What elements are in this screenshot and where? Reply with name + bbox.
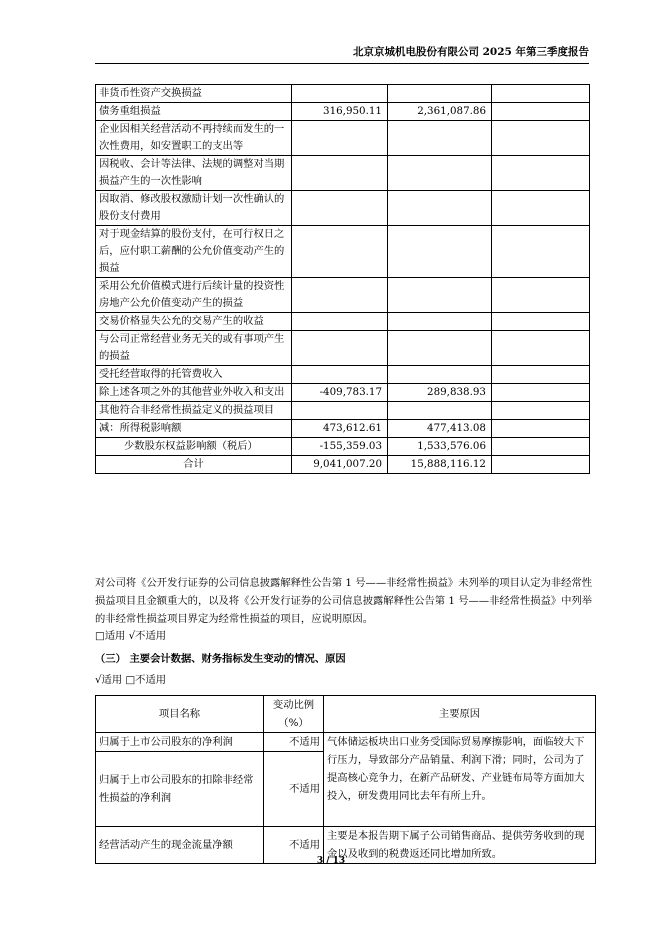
cell-current [292,85,388,103]
cell-note [492,420,590,438]
row-label: 企业因相关经营活动不再持续而发生的一次性费用，如安置职工的支出等 [96,121,292,156]
table-row [96,103,590,121]
cell-note [492,278,590,313]
row-label: 减：所得税影响额 [96,420,292,438]
cell-current: 316,950.11 [292,103,388,121]
cell-ytd [388,313,492,331]
cell-ytd [388,366,492,384]
cell-ytd [388,226,492,278]
indicator-change-table [95,695,596,864]
cell-ytd [388,331,492,366]
row-label: 因取消、修改股权激励计划一次性确认的股份支付费用 [96,191,292,226]
row-label: 少数股东权益影响额（税后） [96,438,292,456]
table-row [96,156,590,191]
total-current: 9,041,007.20 [292,456,388,474]
cell-current [292,366,388,384]
cell-current [292,226,388,278]
cell-note [492,313,590,331]
applicable-checkbox-line: □适用 √不适用 [95,630,167,642]
table-row [96,420,590,438]
table-row [96,402,590,420]
cell-ytd: 289,838.93 [388,384,492,402]
row-item-name: 经营活动产生的现金流量净额 [96,827,264,864]
cell-current: 473,612.61 [292,420,388,438]
cell-ytd: 2,361,087.86 [388,103,492,121]
cell-ytd [388,121,492,156]
cell-ytd [388,278,492,313]
header-change-ratio: 变动比例（%） [264,696,324,733]
row-label: 受托经营取得的托管费收入 [96,366,292,384]
cell-note [492,384,590,402]
cell-ytd [388,191,492,226]
cell-current [292,331,388,366]
row-label: 对于现金结算的股份支付，在可行权日之后，应付职工薪酬的公允价值变动产生的损益 [96,226,292,278]
header-item-name: 项目名称 [96,696,264,733]
cell-note [492,85,590,103]
cell-current [292,121,388,156]
section-heading: （三） 主要会计数据、财务指标发生变动的情况、原因 [95,653,346,665]
cell-current [292,278,388,313]
row-main-reason: 气体储运板块出口业务受国际贸易摩擦影响，面临较大下行压力，导致部分产品销量、利润下滑；同时，公司为了提高核心竞争力，在新产品研发、产业链布局等方面加大投入，研发费用同比去年有所上升。 [324,733,596,827]
cell-note [492,226,590,278]
cell-current: -155,359.03 [292,438,388,456]
cell-ytd [388,402,492,420]
table-row [96,191,590,226]
cell-ytd: 477,413.08 [388,420,492,438]
applicable-checkbox-line: √适用 □不适用 [95,674,167,686]
row-item-name: 归属于上市公司股东的净利润 [96,733,264,752]
table-row [96,438,590,456]
cell-ytd [388,85,492,103]
table-row [96,85,590,103]
row-change-ratio: 不适用 [264,827,324,864]
cell-ytd: 1,533,576.06 [388,438,492,456]
table-row [96,384,590,402]
non-recurring-gains-table [95,84,590,474]
cell-note [492,438,590,456]
row-label: 除上述各项之外的其他营业外收入和支出 [96,384,292,402]
cell-note [492,331,590,366]
cell-note [492,456,590,474]
cell-note [492,156,590,191]
row-label: 因税收、会计等法律、法规的调整对当期损益产生的一次性影响 [96,156,292,191]
row-label: 与公司正常经营业务无关的或有事项产生的损益 [96,331,292,366]
row-change-ratio: 不适用 [264,752,324,827]
page-number: 3 / 13 [316,856,346,866]
row-label: 采用公允价值模式进行后续计量的投资性房地产公允价值变动产生的损益 [96,278,292,313]
table-row [96,121,590,156]
total-label: 合计 [96,456,292,474]
cell-current [292,156,388,191]
cell-current: -409,783.17 [292,384,388,402]
row-item-name: 归属于上市公司股东的扣除非经常性损益的净利润 [96,752,264,827]
table-row [96,366,590,384]
explanation-paragraph: 对公司将《公开发行证券的公司信息披露解释性公告第 1 号——非经常性损益》未列举的项目认定为非经常性损益项目且金额重大的，以及将《公开发行证券的公司信息披露解释性公告第 1 号——非经常性损益》中列举的非经常性损益项目界定为经常性损益的项目，应说明原因。 [95,577,593,625]
cell-note [492,121,590,156]
cell-note [492,191,590,226]
cell-note [492,366,590,384]
row-change-ratio: 不适用 [264,733,324,752]
header-main-reason: 主要原因 [324,696,596,733]
table-row [96,278,590,313]
cell-current [292,402,388,420]
row-label: 非货币性资产交换损益 [96,85,292,103]
table-row [96,331,590,366]
table-total-row [96,456,590,474]
table-row [96,733,596,752]
row-label: 债务重组损益 [96,103,292,121]
table-header-row [96,696,596,733]
cell-ytd [388,156,492,191]
table-row [96,313,590,331]
page-header: 北京京城机电股份有限公司 2025 年第三季度报告 [95,44,589,64]
cell-note [492,402,590,420]
total-ytd: 15,888,116.12 [388,456,492,474]
row-label: 其他符合非经常性损益定义的损益项目 [96,402,292,420]
table-row [96,226,590,278]
row-main-reason: 主要是本报告期下属子公司销售商品、提供劳务收到的现金以及收到的税费返还同比增加所致。 [324,827,596,864]
cell-note [492,103,590,121]
row-label: 交易价格显失公允的交易产生的收益 [96,313,292,331]
cell-current [292,191,388,226]
cell-current [292,313,388,331]
